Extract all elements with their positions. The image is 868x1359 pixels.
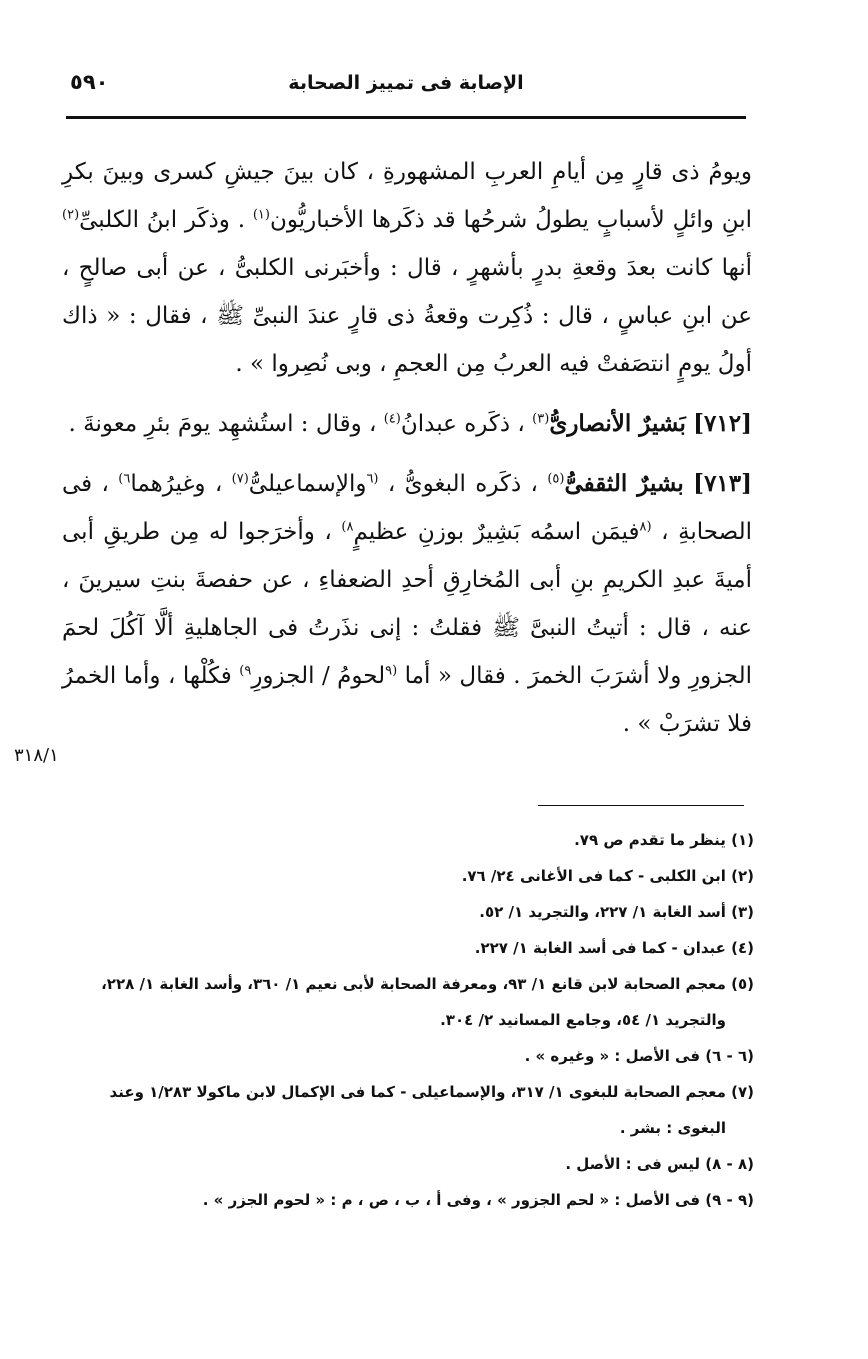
footnote-text: أسد الغابة ١/ ٢٢٧، والتجريد ١/ ٥٢. xyxy=(479,903,726,921)
footnote-ref[interactable]: (١) xyxy=(252,207,270,223)
text-run: لحومُ / الجزورِ xyxy=(251,663,386,689)
text-run: فيمَن اسمُه بَشِيرٌ بوزنِ عظيمٍ xyxy=(353,519,640,545)
text-run: فكُلْها ، وأما الخمرُ فلا تشرَبْ » . xyxy=(62,663,752,737)
text-run: . وذكَر ابنُ الكلبىِّ xyxy=(79,207,253,233)
footnote-number: (٥) xyxy=(731,975,754,993)
footnote-item xyxy=(64,1182,754,1218)
page-number: ٥٩٠ xyxy=(70,70,109,94)
footnote-ref[interactable]: ٨) xyxy=(341,519,354,535)
entry-712 xyxy=(62,400,752,448)
footnote-ref[interactable]: (٦ xyxy=(366,471,379,487)
text-run: ، فى الصحابةِ ، xyxy=(62,471,752,545)
text-run: والإسماعيلىُّ xyxy=(248,471,367,497)
running-title: الإصابة فى تمييز الصحابة xyxy=(288,72,524,94)
main-text xyxy=(62,148,752,760)
footnote-ref[interactable]: (٣) xyxy=(532,411,550,427)
footnote-item xyxy=(64,930,754,966)
entry-number: [٧١٣] xyxy=(693,470,753,497)
footnote-item xyxy=(64,1074,754,1146)
text-run: ويومُ ذى قارٍ مِن أيامِ العربِ المشهورةِ ، كان بينَ جيشِ كسرى وبينَ بكرِ ابنِ وائلٍ لأسبابٍ يطولُ شرحُها قد ذكَرها الأخباريُّون xyxy=(62,159,752,233)
footnote-number: (١) xyxy=(731,831,754,849)
entry-713 xyxy=(62,460,752,748)
footnote-ref[interactable]: (٨ xyxy=(639,519,652,535)
footnote-item xyxy=(64,1038,754,1074)
footnote-text: عبدان - كما فى أسد الغابة ١/ ٢٢٧. xyxy=(474,939,726,957)
footnotes-list xyxy=(64,822,754,1218)
footnote-number: (٦ - ٦) xyxy=(705,1047,754,1065)
footnote-ref[interactable]: (٢) xyxy=(62,207,80,223)
footnote-text: فى الأصل : « لحم الجزور » ، وفى أ ، ب ، ص ، م : « لحوم الجزر » . xyxy=(202,1191,701,1209)
footnote-number: (٧) xyxy=(731,1083,754,1101)
footnote-number: (٣) xyxy=(731,903,754,921)
footnote-number: (٢) xyxy=(731,867,754,885)
footnote-item xyxy=(64,858,754,894)
footnote-text: معجم الصحابة للبغوى ١/ ٣١٧، والإسماعيلى - كما فى الإكمال لابن ماكولا ١/٢٨٣ وعند البغوى : بشر . xyxy=(109,1083,726,1137)
footnote-text: فى الأصل : « وغيره » . xyxy=(524,1047,701,1065)
footnote-item xyxy=(64,1146,754,1182)
paragraph-dhi-qar xyxy=(62,148,752,388)
footnote-item xyxy=(64,894,754,930)
page-header xyxy=(66,66,746,119)
footnote-text: ليس فى : الأصل . xyxy=(565,1155,701,1173)
footnote-item xyxy=(64,966,754,1038)
footnote-ref[interactable]: (٥) xyxy=(547,471,565,487)
text-run: ، وغيرُهما xyxy=(130,471,232,497)
footnote-number: (٤) xyxy=(731,939,754,957)
footnote-divider xyxy=(538,805,744,806)
footnote-ref[interactable]: (٧) xyxy=(231,471,249,487)
text-run: ، ذكَره عبدانُ xyxy=(400,411,533,437)
entry-number: [٧١٢] xyxy=(693,410,752,437)
text-run: ، ذكَره البغوىُّ ، xyxy=(378,471,548,497)
entry-name: بشيرٌ الثقفىُّ xyxy=(564,470,684,497)
text-run: أنها كانت بعدَ وقعةِ بدرٍ بأشهرٍ ، قال : وأخبَرنى الكلبىُّ ، عن أبى صالحٍ ، عن ابنِ عباسٍ ، قال : ذُكِرت وقعةُ ذى قارٍ عندَ النبىِّ ﷺ ، فقال : « ذاك أولُ يومٍ انتصَفتْ فيه العربُ مِن العجمِ ، وبى نُصِروا » . xyxy=(62,255,752,377)
footnote-number: (٩ - ٩) xyxy=(705,1191,754,1209)
footnote-ref[interactable]: (٤) xyxy=(383,411,401,427)
footnote-text: معجم الصحابة لابن قانع ١/ ٩٣، ومعرفة الصحابة لأبى نعيم ١/ ٣٦٠، وأسد الغابة ١/ ٢٢٨، والتجريد ١/ ٥٤، وجامع المسانيد ٢/ ٣٠٤. xyxy=(101,975,726,1029)
footnote-text: ينظر ما تقدم ص ٧٩. xyxy=(574,831,726,849)
footnote-number: (٨ - ٨) xyxy=(705,1155,754,1173)
text-run: ، وقال : استُشهِد يومَ بئرِ معونةَ . xyxy=(68,411,384,437)
footnote-text: ابن الكلبى - كما فى الأغانى ٢٤/ ٧٦. xyxy=(461,867,726,885)
entry-name: بَشيرٌ الأنصارىُّ xyxy=(549,410,686,437)
footnote-ref[interactable]: ٩) xyxy=(239,663,252,679)
footnote-ref[interactable]: (٩ xyxy=(385,663,398,679)
text-run: ، وأخرَجوا له مِن طريقِ أبى أميةَ عبدِ الكريمِ بنِ أبى المُخارِقِ أحدِ الضعفاءِ ، عن حفصةَ بنتِ سيرينَ ، عنه ، قال : أتيتُ النبىَّ ﷺ فقلتُ : إنى نذَرتُ فى الجاهليةِ ألَّا آكُلَ لحمَ الجزورِ ولا أشرَبَ الخمرَ . فقال « أما xyxy=(62,519,752,689)
footnote-ref[interactable]: ٦) xyxy=(118,471,131,487)
margin-reference: ٣١٨/١ xyxy=(14,745,59,766)
footnote-item xyxy=(64,822,754,858)
